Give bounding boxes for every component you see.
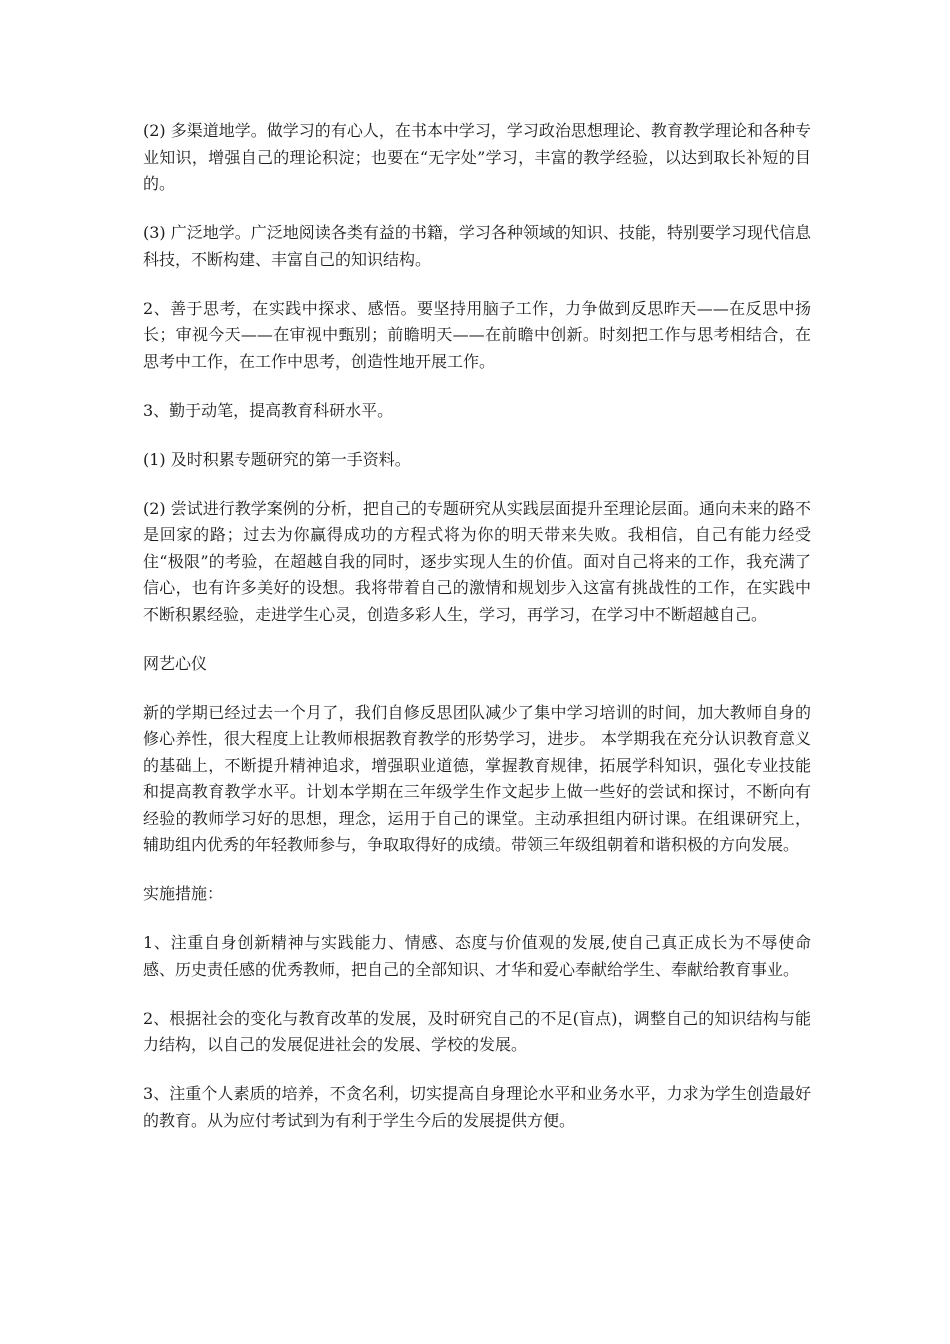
paragraph-measure-1: 1、注重自身创新精神与实践能力、情感、态度与价值观的发展,使自己真正成长为不辱使命感、历史责任感的优秀教师，把自己的全部知识、才华和爱心奉献给学生、奉献给教育事业。 — [143, 933, 811, 979]
paragraph-case-analysis: (2) 尝试进行教学案例的分析，把自己的专题研究从实践层面提升至理论层面。通向未来的路不是回家的路；过去为你赢得成功的方程式将为你的明天带来失败。我相信，自己有能力经受住“极限”的考验，在超越自我的同时，逐步实现人生的价值。面对自己将来的工作，我充满了信心，也有许多美好的设想。我将带着自己的激情和规划步入这富有挑战性的工作，在实践中不断积累经验，走进学生心灵，创造多彩人生，学习，再学习，在学习中不断超越自己。 — [143, 498, 811, 624]
section-heading-wangyi: 网艺心仪 — [143, 653, 208, 673]
document-page — [143, 118, 811, 1157]
paragraph-measure-2: 2、根据社会的变化与教育改革的发展，及时研究自己的不足(盲点)，调整自己的知识结构与能力结构，以自己的发展促进社会的发展、学校的发展。 — [143, 1008, 811, 1054]
paragraph-broad-learning: (3) 广泛地学。广泛地阅读各类有益的书籍，学习各种领域的知识、技能，特别要学习现代信息科技，不断构建、丰富自己的知识结构。 — [143, 223, 811, 269]
paragraph-diligent-writing: 3、勤于动笔，提高教育科研水平。 — [143, 400, 394, 420]
paragraph-accumulate-materials: (1) 及时积累专题研究的第一手资料。 — [143, 449, 411, 469]
section-heading-measures: 实施措施： — [143, 884, 224, 903]
paragraph-new-semester: 新的学期已经过去一个月了，我们自修反思团队减少了集中学习培训的时间，加大教师自身的修心养性，很大程度上让教师根据教育教学的形势学习，进步。 本学期我在充分认识教育意义的基础上，不断提升精神追求，增强职业道德，掌握教育规律，拓展学科知识，强化专业技能和提高教育教学水平。计划本学期在三年级学生作文起步上做一些好的尝试和探讨，不断向有经验的教师学习好的思想，理念，运用于自己的课堂。主动承担组内研讨课。在组课研究上，辅助组内优秀的年轻教师参与，争取取得好的成绩。带领三年级组朝着和谐积极的方向发展。 — [143, 702, 811, 854]
paragraph-measure-3: 3、注重个人素质的培养，不贪名利，切实提高自身理论水平和业务水平，力求为学生创造最好的教育。从为应付考试到为有利于学生今后的发展提供方便。 — [143, 1084, 811, 1130]
paragraph-multichannel-learning: (2) 多渠道地学。做学习的有心人，在书本中学习，学习政治思想理论、教育教学理论和各种专业知识，增强自己的理论积淀；也要在“无字处”学习，丰富的教学经验，以达到取长补短的目的。 — [143, 121, 811, 193]
paragraph-good-at-thinking: 2、善于思考，在实践中探求、感悟。要坚持用脑子工作，力争做到反思昨天——在反思中扬长；审视今天——在审视中甄别；前瞻明天——在前瞻中创新。时刻把工作与思考相结合，在思考中工作，在工作中思考，创造性地开展工作。 — [143, 298, 811, 371]
